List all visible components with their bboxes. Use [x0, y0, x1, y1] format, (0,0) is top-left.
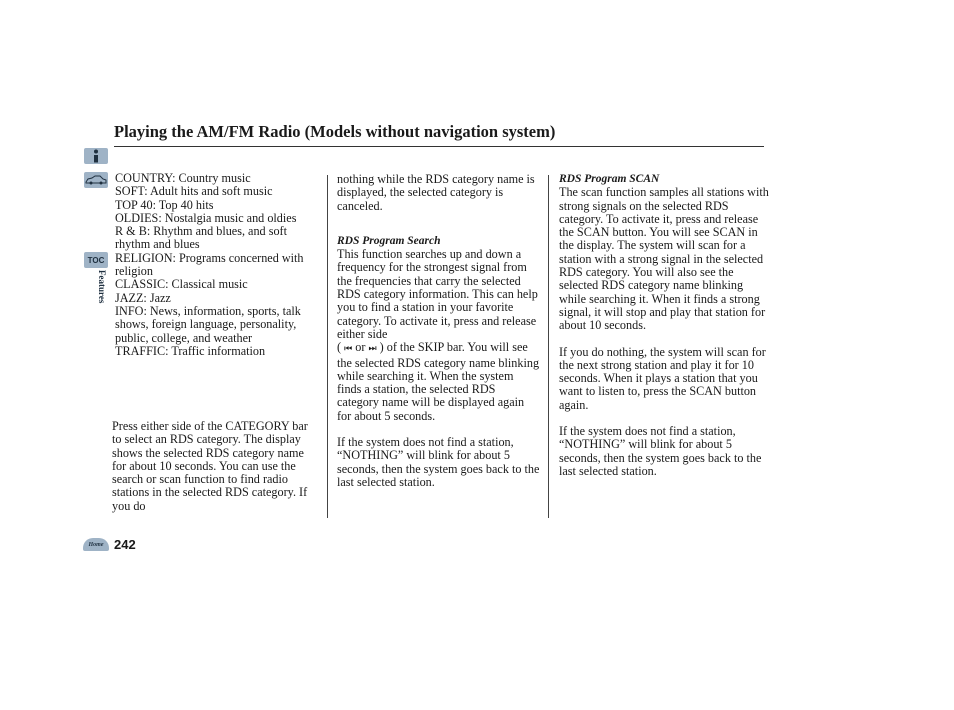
scan-heading: RDS Program SCAN — [559, 173, 660, 185]
column-3 — [559, 173, 769, 478]
category-soft: SOFT: Adult hits and soft music — [115, 184, 273, 199]
scan-nothing: If you do nothing, the system will scan for the next strong station and play it for 10 seconds. When it plays a station that you want to listen to, press the SCAN button again. — [559, 344, 766, 412]
category-traffic: TRAFFIC: Traffic information — [115, 343, 266, 358]
skip-forward-icon: ⏭ — [368, 344, 377, 355]
search-text — [337, 248, 540, 423]
page-number: 242 — [114, 537, 136, 552]
column-divider-1 — [327, 175, 328, 518]
search-heading: RDS Program Search — [337, 234, 441, 247]
search-not-found: If the system does not find a station, “NOTHING” will blink for about 5 seconds, then the system goes back to the last selected station. — [337, 435, 540, 489]
category-oldies: OLDIES: Nostalgia music and oldies — [115, 210, 297, 225]
column-divider-2 — [548, 175, 549, 518]
column-2 — [337, 173, 540, 489]
toc-button[interactable]: TOC — [84, 252, 108, 268]
category-country: COUNTRY: Country music — [115, 171, 251, 185]
category-rb: R & B: Rhythm and blues, and soft rhythm and blues — [115, 224, 287, 252]
category-classic: CLASSIC: Classical music — [115, 277, 248, 292]
continued-text: nothing while the RDS category name is displayed, the selected category is canceled. — [337, 172, 535, 213]
paren-open: ( — [337, 340, 342, 355]
search-text-a: This function searches up and down a frequency for the strongest signal from the frequencies that carry the selected RDS category information. This can help you to find a station in your favorite category. To activate it, press and release either side — [337, 247, 538, 341]
category-religion: RELIGION: Programs concerned with religion — [115, 250, 304, 279]
category-jazz: JAZZ: Jazz — [115, 290, 171, 305]
column-1 — [115, 172, 320, 358]
category-paragraph: Press either side of the CATEGORY bar to select an RDS category. The display shows the selected RDS category name for about 10 seconds. You can use the search or scan function to find radio stations in the selected RDS category. If you do — [112, 419, 308, 513]
or-text: or — [355, 340, 366, 355]
home-icon[interactable]: Home — [83, 538, 109, 551]
skip-back-icon: ⏮ — [344, 344, 353, 355]
info-icon[interactable] — [84, 148, 108, 164]
page-title: Playing the AM/FM Radio (Models without navigation system) — [114, 122, 556, 141]
scan-text: The scan function samples all stations with strong signals on the selected RDS category. To activate it, press and release the SCAN button. You will see SCAN in the display. The system will scan for a station with a strong signal in the selected RDS category. You will also see the selected RDS category name blinking while searching it. When it finds a strong signal, it will stop and play that station for about 10 seconds. — [559, 185, 769, 333]
car-icon[interactable] — [84, 172, 108, 188]
features-tab[interactable]: Features — [97, 270, 107, 304]
category-top40: TOP 40: Top 40 hits — [115, 197, 214, 212]
search-text-b: ) of the SKIP bar. You will see the selected RDS category name blinking while searching it. When the system finds a station, the selected RDS category name will be displayed again for about 5 seconds. — [337, 340, 540, 423]
category-info: INFO: News, information, sports, talk shows, foreign language, personality, public, college, and weather — [115, 303, 301, 345]
title-divider — [114, 146, 764, 147]
scan-not-found: If the system does not find a station, “NOTHING” will blink for about 5 seconds, then the system goes back to the last selected station. — [559, 424, 762, 478]
